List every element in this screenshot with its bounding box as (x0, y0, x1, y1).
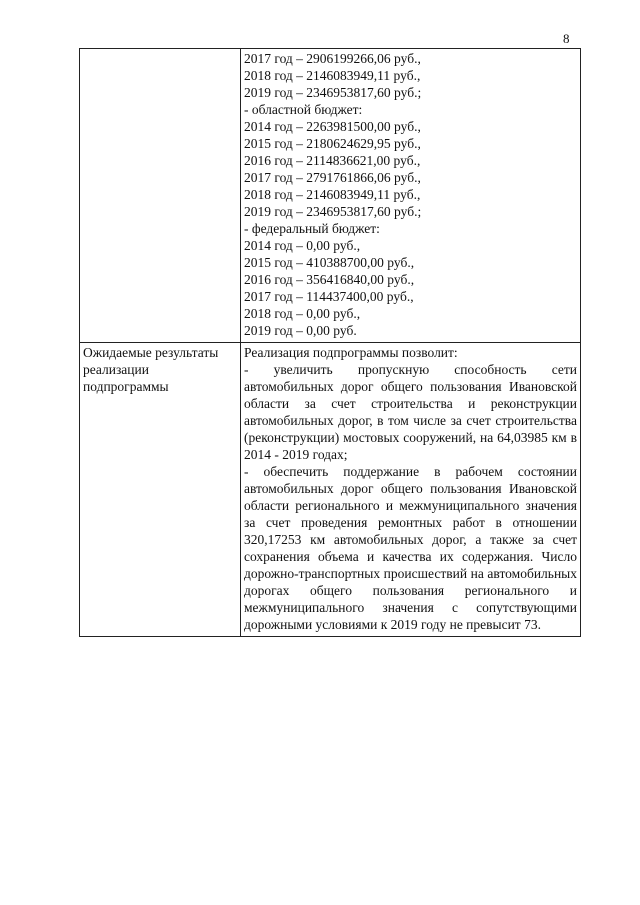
funding-line: 2017 год – 114437400,00 руб., (244, 289, 414, 304)
funding-line: 2016 год – 356416840,00 руб., (244, 272, 415, 287)
funding-label-cell (80, 49, 241, 343)
funding-line: 2014 год – 0,00 руб., (244, 238, 361, 253)
passport-table (79, 48, 581, 637)
funding-line: 2015 год – 410388700,00 руб., (244, 255, 415, 270)
funding-line: 2017 год – 2791761866,06 руб., (244, 170, 421, 185)
results-item: - обеспечить поддержание в рабочем состоянии автомобильных дорог общего пользования Ивановской области регионального и межмуниципального значения за счет проведения ремонтных работ в отношении 320,17253 км автомобильных дорог, а также за счет сохранения объема и качества их содержания. Число дорожно-транспортных происшествий на автомобильных дорогах общего пользования регионального и межмуниципального значения с сопутствующими дорожными условиями к 2019 году не превысит 73. (244, 464, 577, 632)
funding-line: 2019 год – 0,00 руб. (244, 323, 357, 338)
funding-line: 2016 год – 2114836621,00 руб., (244, 153, 421, 168)
funding-line: - федеральный бюджет: (244, 221, 380, 236)
page-number: 8 (563, 31, 570, 46)
funding-line: 2019 год – 2346953817,60 руб.; (244, 204, 422, 219)
results-content-cell (241, 343, 581, 637)
funding-line: 2017 год – 2906199266,06 руб., (244, 51, 421, 66)
funding-line: 2018 год – 2146083949,11 руб., (244, 187, 421, 202)
funding-row (80, 49, 581, 343)
results-label: Ожидаемые результаты реализации подпрограммы (80, 343, 241, 637)
funding-line: 2019 год – 2346953817,60 руб.; (244, 85, 422, 100)
results-row (80, 343, 581, 637)
results-intro: Реализация подпрограммы позволит: (244, 345, 458, 360)
funding-content-cell (241, 49, 581, 343)
funding-line: - областной бюджет: (244, 102, 363, 117)
funding-line: 2014 год – 2263981500,00 руб., (244, 119, 421, 134)
funding-line: 2018 год – 2146083949,11 руб., (244, 68, 421, 83)
funding-line: 2018 год – 0,00 руб., (244, 306, 361, 321)
funding-line: 2015 год – 2180624629,95 руб., (244, 136, 421, 151)
results-item: - увеличить пропускную способность сети автомобильных дорог общего пользования Ивановской области за счет строительства и реконструкции автомобильных дорог, в том числе за счет строительства (реконструкции) мостовых сооружений, на 64,03985 км в 2014 - 2019 годах; (244, 362, 577, 462)
